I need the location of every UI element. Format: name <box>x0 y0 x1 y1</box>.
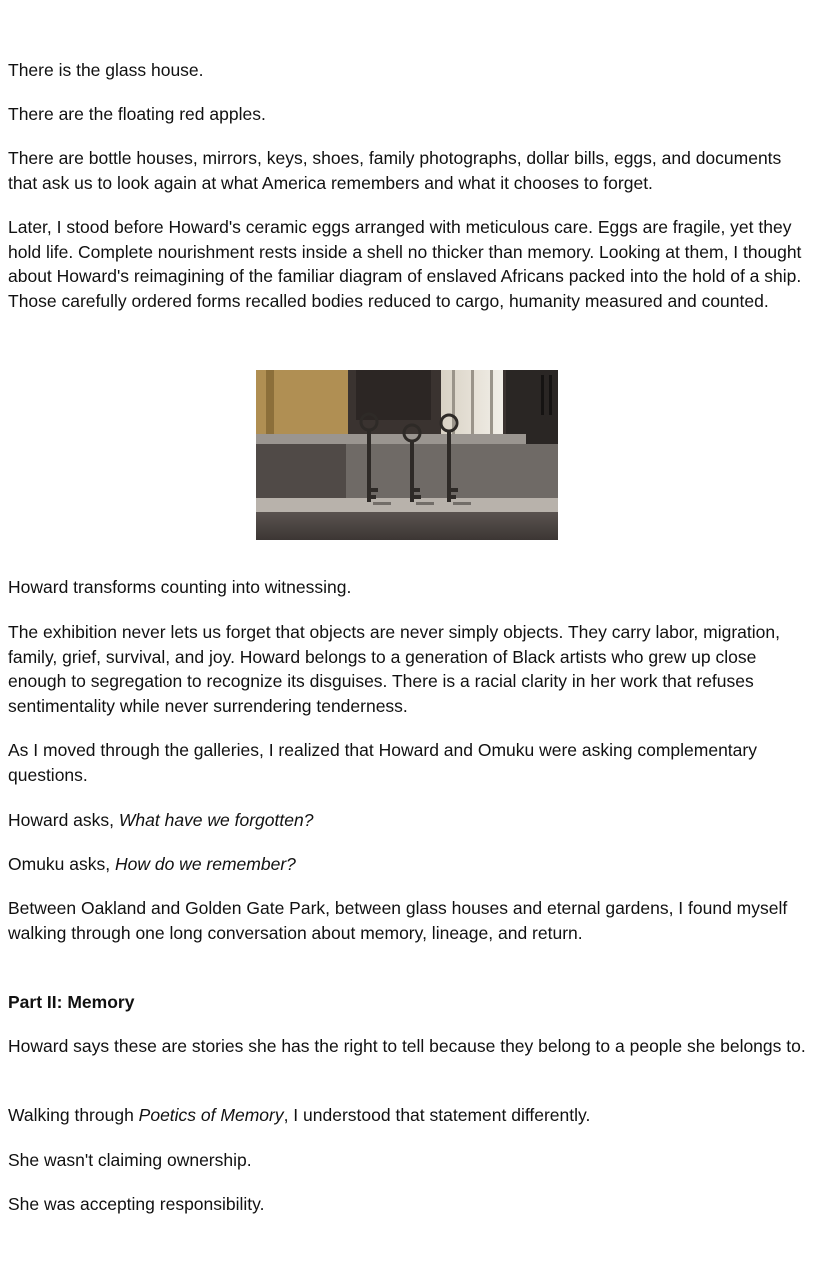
italic-question: How do we remember? <box>114 854 296 874</box>
paragraph: There are bottle houses, mirrors, keys, shoes, family photographs, dollar bills, eggs, and documents that ask us to look again at what America remembers and what it chooses to forget. <box>8 148 782 193</box>
text-run: Walking through <box>8 1105 139 1125</box>
paragraph: There is the glass house. <box>8 60 204 80</box>
paragraph <box>8 852 810 877</box>
text-run: , I understood that statement differently. <box>283 1105 591 1125</box>
exhibition-title: Poetics of Memory <box>138 1105 284 1125</box>
paragraph: Later, I stood before Howard's ceramic eggs arranged with meticulous care. Eggs are fragile, yet they hold life. Complete nourishment rests inside a shell no thicker than memory. Looking at them, I thought about Howard's reimagining of the familiar diagram of enslaved Africans packed into the hold of a ship. Those carefully ordered forms recalled bodies reduced to cargo, humanity measured and counted. <box>8 217 802 311</box>
paragraph <box>8 1103 810 1128</box>
italic-question: What have we forgotten? <box>118 810 314 830</box>
keys-photo <box>256 370 558 540</box>
section-heading: Part II: Memory <box>8 992 135 1012</box>
paragraph: As I moved through the galleries, I realized that Howard and Omuku were asking complementary questions. <box>8 740 757 785</box>
paragraph: She was accepting responsibility. <box>8 1194 265 1214</box>
paragraph: The exhibition never lets us forget that objects are never simply objects. They carry labor, migration, family, grief, survival, and joy. Howard belongs to a generation of Black artists who grew up close enough to segregation to recognize its disguises. There is a racial clarity in her work that refuses sentimentality while never surrendering tenderness. <box>8 622 780 716</box>
keys-photo-illustration <box>256 370 558 540</box>
paragraph: Between Oakland and Golden Gate Park, between glass houses and eternal gardens, I found myself walking through one long conversation about memory, lineage, and return. <box>8 898 788 943</box>
paragraph: There are the floating red apples. <box>8 104 266 124</box>
paragraph: Howard transforms counting into witnessing. <box>8 577 352 597</box>
text-run: Howard asks, <box>8 810 119 830</box>
paragraph <box>8 808 810 833</box>
text-run: Omuku asks, <box>8 854 115 874</box>
paragraph: She wasn't claiming ownership. <box>8 1150 252 1170</box>
paragraph: Howard says these are stories she has the right to tell because they belong to a people she belongs to. <box>8 1036 806 1056</box>
